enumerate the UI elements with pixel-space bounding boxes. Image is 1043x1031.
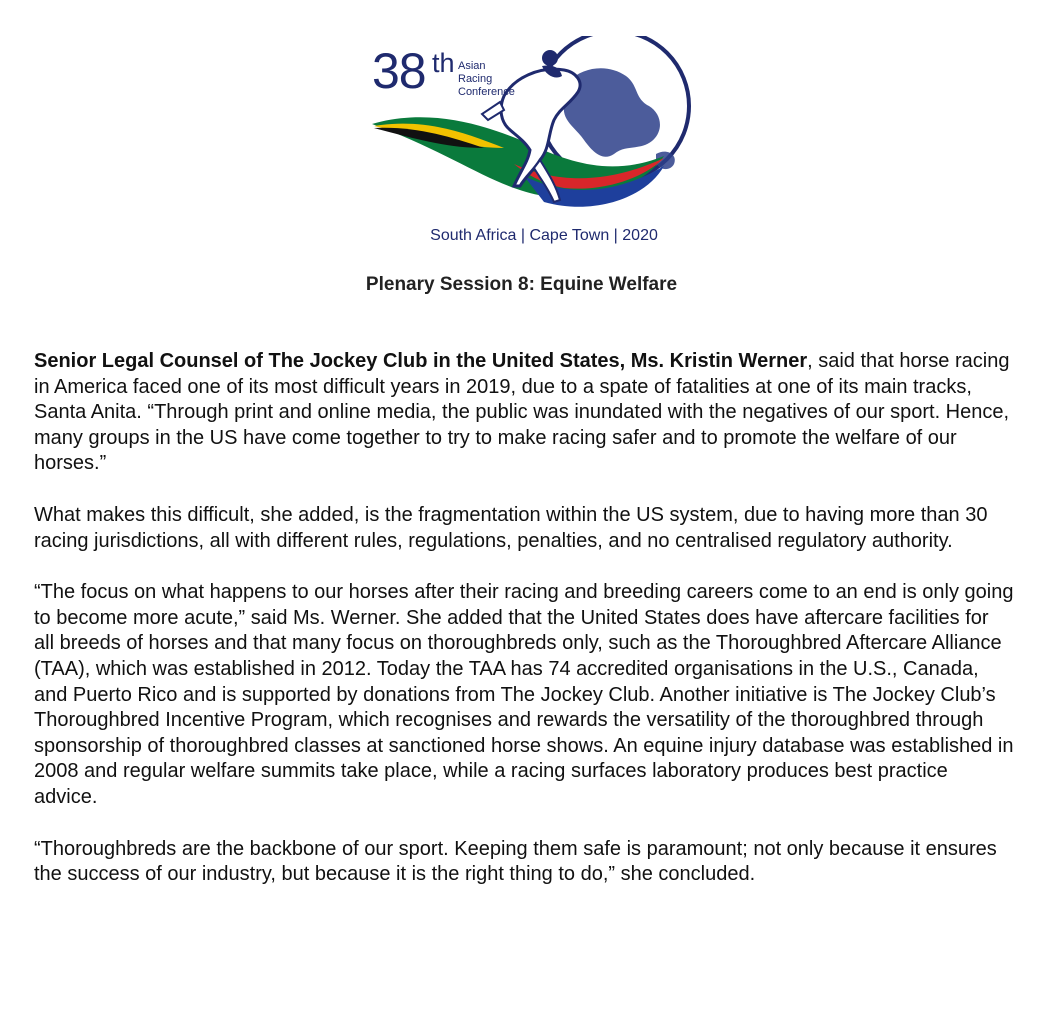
- paragraph-3: “The focus on what happens to our horses after their racing and breeding careers come to an end is only going to become more acute,” said Ms. Werner. She added that the United States does have aftercare facilities for all breeds of horses and that many focus on thoroughbreds only, such as the Thoroughbred Aftercare Alliance (TAA), which was established in 2012. Today the TAA has 74 accredited organisations in the U.S., Canada, and Puerto Rico and is supported by donations from The Jockey Club. Another initiative is The Jockey Club’s Thoroughbred Incentive Program, which recognises and rewards the versatility of the thoroughbred through sponsorship of thoroughbred classes at sanctioned horse shows. An equine injury database was established in 2008 and regular welfare summits take place, while a racing surfaces laboratory produces best practice advice.: [34, 581, 1014, 808]
- paragraph-4: “Thoroughbreds are the backbone of our sport. Keeping them safe is paramount; not only because it ensures the success of our industry, but because it is the right thing to do,” she concluded.: [34, 837, 997, 886]
- logo-text-racing: Racing: [458, 73, 493, 85]
- logo-edition-suffix: th: [432, 48, 455, 78]
- paragraph-1-text: , said that horse racing in America faced one of its most difficult years in 2019, due to a spate of fatalities at one of its main tracks, Santa Anita. “Through print and online media, the public was inundated with the negatives of our sport. Hence, many groups in the US have come together to try to make racing safer and to promote the welfare of our horses.”: [34, 350, 1010, 475]
- jockey-helmet: [542, 50, 558, 66]
- logo-subtitle: South Africa | Cape Town | 2020: [430, 227, 658, 244]
- logo-text-conference: Conference: [458, 86, 515, 98]
- logo-text-asian: Asian: [458, 60, 486, 72]
- article-body: [34, 349, 1014, 888]
- conference-logo: [364, 36, 704, 256]
- speaker-name: Senior Legal Counsel of The Jockey Club in the United States, Ms. Kristin Werner: [34, 350, 808, 372]
- paragraph-2: What makes this difficult, she added, is the fragmentation within the US system, due to having more than 30 racing jurisdictions, all with different rules, regulations, penalties, and no centralised regulatory authority.: [34, 503, 988, 552]
- logo-edition-number: 38: [372, 43, 426, 99]
- session-title: Plenary Session 8: Equine Welfare: [365, 274, 678, 295]
- paragraph-1: [34, 349, 1014, 477]
